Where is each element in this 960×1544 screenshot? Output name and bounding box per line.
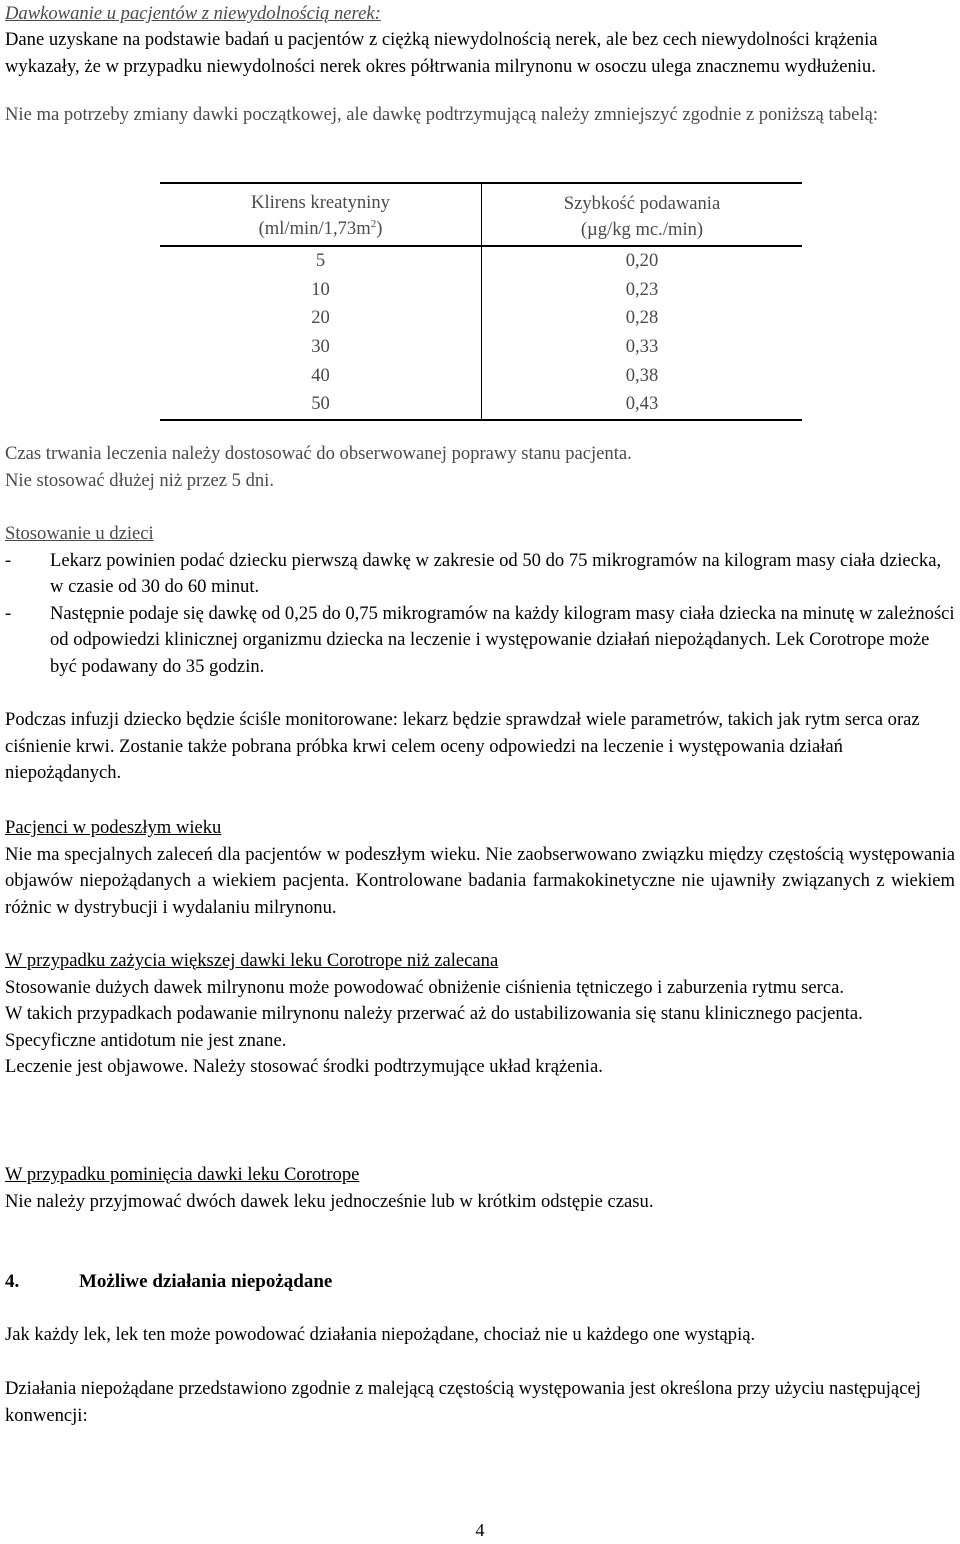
- header-rate-line2: (µg/kg mc./min): [580, 219, 704, 240]
- table-row: [160, 276, 802, 305]
- list-item-text: Następnie podaje się dawkę od 0,25 do 0,75 mikrogramów na każdy kilogram masy ciała dziecka na minutę w zależności od odpowiedzi klinicznej organizmu dziecka na leczenie i występowanie działań niepożądanych. Lek Corotrope może być podawany do 35 godzin.: [50, 602, 955, 677]
- renal-dose-table: [160, 182, 802, 421]
- rate-cell: 0,38: [625, 364, 659, 386]
- duration-line: Czas trwania leczenia należy dostosować do obserwowanej poprawy stanu pacjenta.: [5, 443, 632, 464]
- renal-dose-adjustment-paragraph: Nie ma potrzeby zmiany dawki początkowej, ale dawkę podtrzymującą należy zmniejszyć zgodnie z poniższą tabelą:: [5, 104, 879, 125]
- elderly-section: [5, 815, 955, 921]
- list-dash: -: [5, 549, 12, 571]
- header-creatinine-clearance: [160, 183, 482, 246]
- clearance-cell: 40: [160, 361, 482, 390]
- pediatric-section: [5, 521, 955, 680]
- missed-dose-paragraph: Nie należy przyjmować dwóch dawek leku jednocześnie lub w krótkim odstępie czasu.: [5, 1190, 654, 1212]
- duration-limit-line: Nie stosować dłużej niż przez 5 dni.: [5, 469, 275, 491]
- pediatric-heading: Stosowanie u dzieci: [5, 523, 154, 544]
- elderly-paragraph: Nie ma specjalnych zaleceń dla pacjentów w podeszłym wieku. Nie zaobserwowano związku między częstością występowania objawów niepożądanych a wiekiem pacjenta. Kontrolowane badania farmakokinetyczne nie ujawniły związanych z wiekiem różnic w dystrybucji i wydalaniu milrynonu.: [5, 843, 955, 918]
- rate-cell: 0,28: [625, 307, 659, 329]
- missed-dose-heading: W przypadku pominięcia dawki leku Corotrope: [5, 1164, 360, 1185]
- table-header-row: [160, 183, 802, 246]
- list-item-text: Lekarz powinien podać dziecku pierwszą dawkę w zakresie od 50 do 75 mikrogramów na kilogram masy ciała dziecka, w czasie od 30 do 60 minut.: [50, 549, 942, 597]
- overdose-line: Leczenie jest objawowe. Należy stosować środki podtrzymujące układ krążenia.: [5, 1056, 603, 1077]
- section-4-heading: [5, 1269, 332, 1296]
- side-effects-intro: Jak każdy lek, lek ten może powodować działania niepożądane, chociaż nie u każdego one wystąpią.: [5, 1324, 756, 1345]
- table-row: [160, 361, 802, 390]
- elderly-heading: Pacjenci w podeszłym wieku: [5, 817, 222, 838]
- section-title: Możliwe działania niepożądane: [79, 1271, 333, 1292]
- overdose-heading: W przypadku zażycia większej dawki leku Corotrope niż zalecana: [5, 950, 499, 971]
- clearance-cell: 5: [160, 246, 482, 276]
- clearance-cell: 10: [160, 276, 482, 305]
- list-item: [5, 601, 955, 681]
- treatment-duration: [5, 441, 950, 494]
- overdose-line: W takich przypadkach podawanie milrynonu należy przerwać aż do ustabilizowania się stanu klinicznego pacjenta.: [5, 1003, 863, 1024]
- header-infusion-rate: [482, 183, 803, 246]
- overdose-section: [5, 948, 950, 1081]
- renal-dosing-paragraph: Dane uzyskane na podstawie badań u pacjentów z ciężką niewydolnością nerek, ale bez cech niewydolności krążenia wykazały, że w przypadku niewydolności nerek okres półtrwania milrynonu w osoczu ulega znacznemu wydłużeniu.: [5, 29, 878, 77]
- section-number: 4.: [5, 1271, 20, 1292]
- table-row: [160, 304, 802, 333]
- table-row: [160, 246, 802, 276]
- header-rate-line1: Szybkość podawania: [563, 193, 721, 214]
- table-row: [160, 333, 802, 362]
- clearance-cell: 20: [160, 304, 482, 333]
- clearance-cell: 50: [160, 390, 482, 420]
- rate-cell: 0,23: [625, 278, 659, 300]
- list-item: [5, 548, 955, 601]
- clearance-cell: 30: [160, 333, 482, 362]
- missed-dose-section: [5, 1162, 950, 1215]
- table-row: [160, 390, 802, 420]
- header-clearance-paren: ): [376, 218, 383, 239]
- rate-cell: 0,33: [625, 336, 659, 358]
- list-dash: -: [5, 602, 12, 624]
- overdose-line: Stosowanie dużych dawek milrynonu może powodować obniżenie ciśnienia tętniczego i zaburzenia rytmu serca.: [5, 976, 845, 998]
- header-clearance-superscript: 2: [370, 217, 377, 230]
- header-clearance-line2: (ml/min/1,73m: [258, 218, 371, 239]
- header-clearance-line1: Klirens kreatyniny: [251, 192, 390, 213]
- rate-cell: 0,20: [625, 250, 659, 272]
- rate-cell: 0,43: [482, 390, 803, 420]
- page-number: 4: [475, 1520, 485, 1540]
- overdose-line: Specyficzne antidotum nie jest znane.: [5, 1029, 287, 1051]
- frequency-convention-paragraph: Działania niepożądane przedstawiono zgodnie z malejącą częstością występowania jest określona przy użyciu następującej konwencji:: [5, 1378, 921, 1426]
- renal-dosing-heading: Dawkowanie u pacjentów z niewydolnością nerek:: [5, 3, 381, 24]
- infusion-monitoring-paragraph: Podczas infuzji dziecko będzie ściśle monitorowane: lekarz będzie sprawdzał wiele parametrów, takich jak rytm serca oraz ciśnienie krwi. Zostanie także pobrana próbka krwi celem oceny odpowiedzi na leczenie i występowania działań niepożądanych.: [5, 709, 920, 783]
